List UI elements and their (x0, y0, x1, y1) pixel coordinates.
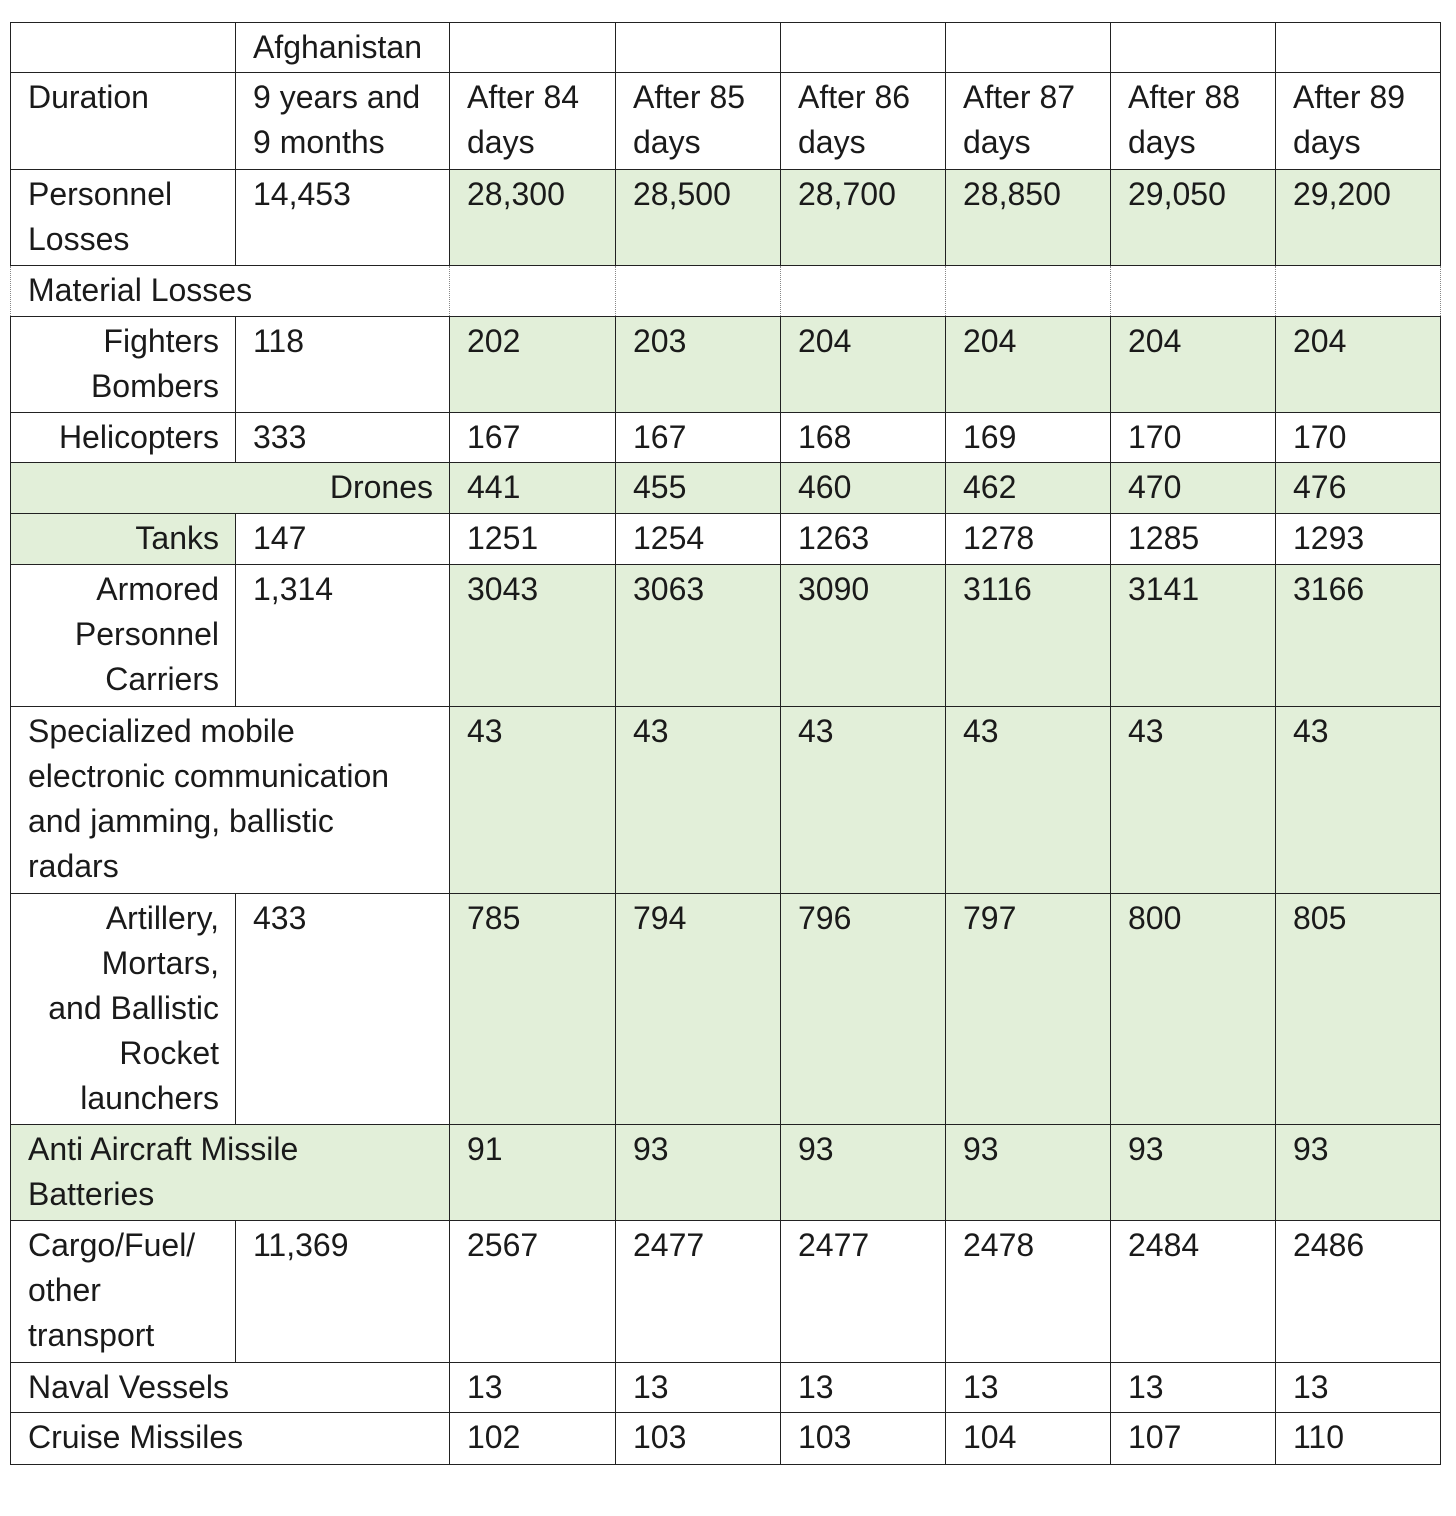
empty-cell (450, 266, 616, 317)
column-header-line1: After 88 (1128, 79, 1241, 115)
fighters-row (11, 317, 1441, 413)
value-cell: 3063 (616, 565, 781, 707)
column-header-line2: days (1293, 124, 1361, 160)
value-cell: 202 (450, 317, 616, 413)
row-label-line2: other (28, 1272, 101, 1308)
value-cell: 93 (781, 1125, 946, 1221)
header-row-country (11, 23, 1441, 73)
column-header-line1: After 84 (467, 79, 580, 115)
value-cell: 797 (946, 894, 1111, 1125)
value-cell: 3116 (946, 565, 1111, 707)
value-cell: 1254 (616, 514, 781, 565)
row-label-line2: Batteries (28, 1176, 155, 1212)
afghanistan-duration (236, 73, 450, 170)
column-header (1111, 73, 1276, 170)
empty-cell (616, 266, 781, 317)
row-label-line1: Anti Aircraft Missile (28, 1131, 299, 1167)
empty-cell (450, 23, 616, 73)
row-label: Drones (11, 463, 450, 514)
value-cell: 104 (946, 1413, 1111, 1465)
drones-row (11, 463, 1441, 514)
value-cell: 462 (946, 463, 1111, 514)
helicopters-row (11, 413, 1441, 463)
row-label-line2: Bombers (90, 368, 219, 404)
value-cell: 805 (1276, 894, 1441, 1125)
row-label-line3: transport (28, 1317, 155, 1353)
column-header-line2: days (798, 124, 866, 160)
material-losses-row (11, 266, 1441, 317)
value-cell: 1293 (1276, 514, 1441, 565)
row-label-line2: electronic communication (28, 758, 390, 794)
value-cell: 167 (616, 413, 781, 463)
row-label (11, 1125, 450, 1221)
row-label-line4: Rocket (119, 1035, 219, 1071)
column-header (616, 73, 781, 170)
row-label-line1: Fighters (103, 323, 219, 359)
row-label (11, 170, 236, 266)
row-label (11, 1221, 236, 1363)
value-cell: 3166 (1276, 565, 1441, 707)
value-cell: 204 (781, 317, 946, 413)
empty-cell (781, 266, 946, 317)
row-label-line2: Losses (28, 221, 130, 257)
value-cell: 29,200 (1276, 170, 1441, 266)
specialized-row (11, 707, 1441, 894)
value-cell: 1285 (1111, 514, 1276, 565)
cruise-row (11, 1413, 1441, 1465)
anti-aircraft-row (11, 1125, 1441, 1221)
empty-cell (11, 23, 236, 73)
value-cell: 204 (1111, 317, 1276, 413)
value-cell: 107 (1111, 1413, 1276, 1465)
value-cell: 2477 (781, 1221, 946, 1363)
value-cell: 93 (946, 1125, 1111, 1221)
value-cell: 1278 (946, 514, 1111, 565)
value-cell: 796 (781, 894, 946, 1125)
row-label-line1: Artillery, (105, 900, 219, 936)
column-header-line2: days (963, 124, 1031, 160)
row-label-line2: Mortars, (101, 945, 219, 981)
empty-cell (1111, 23, 1276, 73)
personnel-losses-row (11, 170, 1441, 266)
row-label-line1: Specialized mobile (28, 713, 295, 749)
value-cell: 168 (781, 413, 946, 463)
afghanistan-value: 1,314 (236, 565, 450, 707)
value-cell: 169 (946, 413, 1111, 463)
row-label: Naval Vessels (11, 1363, 450, 1413)
afghanistan-duration-line1: 9 years and (253, 79, 421, 115)
value-cell: 43 (1111, 707, 1276, 894)
empty-cell (781, 23, 946, 73)
value-cell: 28,850 (946, 170, 1111, 266)
empty-cell (1276, 23, 1441, 73)
value-cell: 170 (1111, 413, 1276, 463)
row-label (11, 565, 236, 707)
empty-cell (946, 23, 1111, 73)
empty-cell (946, 266, 1111, 317)
duration-row (11, 73, 1441, 170)
losses-table (10, 22, 1441, 1465)
value-cell: 29,050 (1111, 170, 1276, 266)
value-cell: 1251 (450, 514, 616, 565)
value-cell: 170 (1276, 413, 1441, 463)
column-header (450, 73, 616, 170)
value-cell: 93 (1276, 1125, 1441, 1221)
value-cell: 28,700 (781, 170, 946, 266)
row-label (11, 707, 450, 894)
value-cell: 43 (616, 707, 781, 894)
value-cell: 28,300 (450, 170, 616, 266)
row-label-line2: Personnel (74, 616, 219, 652)
column-header-line2: days (633, 124, 701, 160)
value-cell: 460 (781, 463, 946, 514)
value-cell: 441 (450, 463, 616, 514)
row-label: Helicopters (11, 413, 236, 463)
value-cell: 91 (450, 1125, 616, 1221)
value-cell: 2486 (1276, 1221, 1441, 1363)
value-cell: 455 (616, 463, 781, 514)
material-losses-label: Material Losses (11, 266, 450, 317)
empty-cell (1111, 266, 1276, 317)
value-cell: 2567 (450, 1221, 616, 1363)
column-header-line1: After 87 (963, 79, 1076, 115)
value-cell: 13 (781, 1363, 946, 1413)
value-cell: 13 (616, 1363, 781, 1413)
afghanistan-value: 433 (236, 894, 450, 1125)
value-cell: 102 (450, 1413, 616, 1465)
value-cell: 2477 (616, 1221, 781, 1363)
column-header-line2: days (1128, 124, 1196, 160)
afghanistan-value: 118 (236, 317, 450, 413)
afghanistan-header: Afghanistan (236, 23, 450, 73)
value-cell: 93 (616, 1125, 781, 1221)
column-header-line2: days (467, 124, 535, 160)
row-label-line3: and jamming, ballistic (28, 803, 334, 839)
apc-row (11, 565, 1441, 707)
artillery-row (11, 894, 1441, 1125)
row-label (11, 894, 236, 1125)
empty-cell (616, 23, 781, 73)
empty-cell (1276, 266, 1441, 317)
row-label-line5: launchers (80, 1080, 219, 1116)
row-label-line1: Cargo/Fuel/ (28, 1227, 196, 1263)
value-cell: 794 (616, 894, 781, 1125)
column-header-line1: After 85 (633, 79, 746, 115)
row-label-line3: and Ballistic (48, 990, 219, 1026)
value-cell: 3043 (450, 565, 616, 707)
value-cell: 13 (1276, 1363, 1441, 1413)
naval-row (11, 1363, 1441, 1413)
value-cell: 103 (781, 1413, 946, 1465)
value-cell: 800 (1111, 894, 1276, 1125)
duration-label: Duration (11, 73, 236, 170)
afghanistan-value: 14,453 (236, 170, 450, 266)
value-cell: 43 (946, 707, 1111, 894)
row-label-line3: Carriers (105, 661, 219, 697)
value-cell: 13 (450, 1363, 616, 1413)
value-cell: 167 (450, 413, 616, 463)
value-cell: 13 (946, 1363, 1111, 1413)
row-label-line4: radars (28, 848, 119, 884)
column-header-line1: After 89 (1293, 79, 1406, 115)
column-header (781, 73, 946, 170)
value-cell: 2484 (1111, 1221, 1276, 1363)
value-cell: 103 (616, 1413, 781, 1465)
value-cell: 203 (616, 317, 781, 413)
value-cell: 470 (1111, 463, 1276, 514)
value-cell: 13 (1111, 1363, 1276, 1413)
value-cell: 2478 (946, 1221, 1111, 1363)
value-cell: 28,500 (616, 170, 781, 266)
value-cell: 3141 (1111, 565, 1276, 707)
row-label: Cruise Missiles (11, 1413, 450, 1465)
column-header-line1: After 86 (798, 79, 911, 115)
value-cell: 476 (1276, 463, 1441, 514)
column-header (1276, 73, 1441, 170)
value-cell: 1263 (781, 514, 946, 565)
afghanistan-value: 333 (236, 413, 450, 463)
value-cell: 3090 (781, 565, 946, 707)
value-cell: 785 (450, 894, 616, 1125)
column-header (946, 73, 1111, 170)
value-cell: 204 (1276, 317, 1441, 413)
value-cell: 204 (946, 317, 1111, 413)
cargo-row (11, 1221, 1441, 1363)
afghanistan-duration-line2: 9 months (253, 124, 385, 160)
row-label-line1: Personnel (28, 176, 173, 212)
afghanistan-value: 11,369 (236, 1221, 450, 1363)
row-label-line1: Armored (96, 571, 219, 607)
value-cell: 43 (450, 707, 616, 894)
row-label (11, 317, 236, 413)
value-cell: 110 (1276, 1413, 1441, 1465)
row-label: Tanks (11, 514, 236, 565)
value-cell: 43 (1276, 707, 1441, 894)
tanks-row (11, 514, 1441, 565)
value-cell: 93 (1111, 1125, 1276, 1221)
value-cell: 43 (781, 707, 946, 894)
afghanistan-value: 147 (236, 514, 450, 565)
